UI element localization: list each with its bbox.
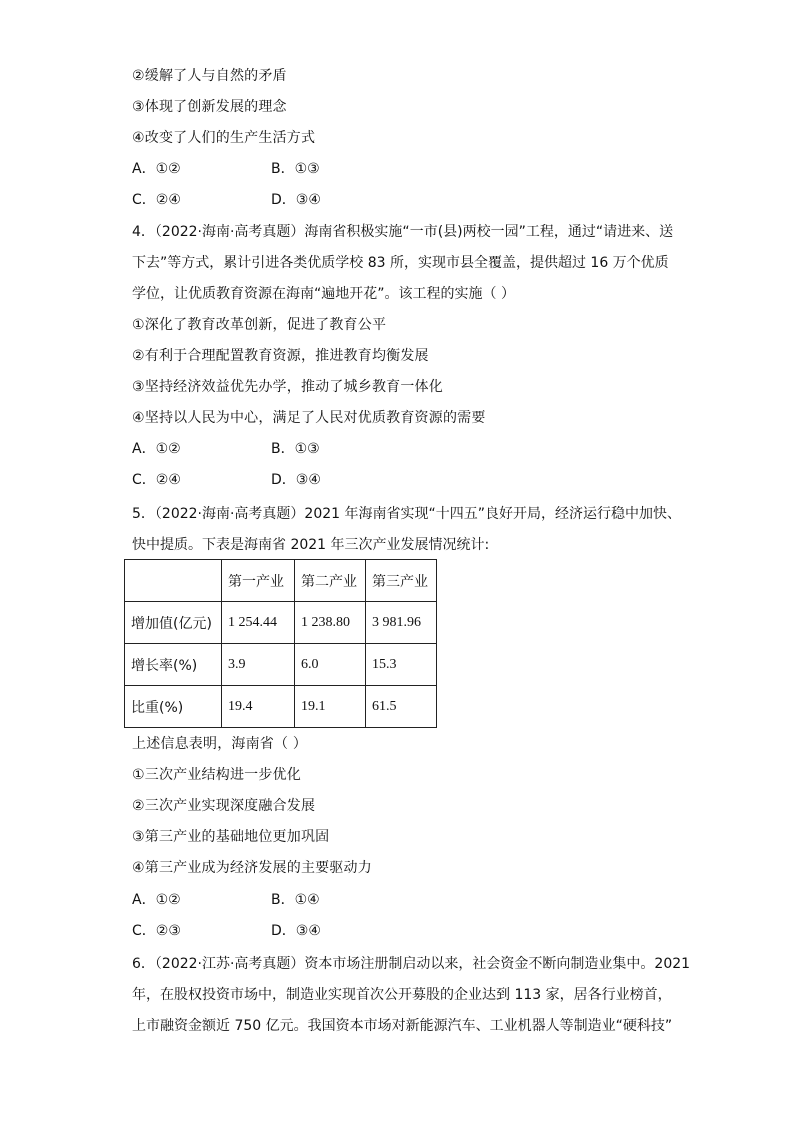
q5-statement-3: ③第三产业的基础地位更加巩固: [132, 829, 330, 845]
table-row-label: 增长率(%): [125, 644, 222, 686]
q3-statement-2: ②缓解了人与自然的矛盾: [132, 68, 287, 84]
q4-option-c: C．②④: [132, 472, 181, 488]
table-header-row: [125, 560, 437, 602]
table-cell: 1 254.44: [222, 602, 295, 644]
table-row-label: 增加值(亿元): [125, 602, 222, 644]
q4-stem-line-3: 学位，让优质教育资源在海南“遍地开花”。该工程的实施（ ）: [132, 286, 515, 302]
table-header-cell: 第三产业: [366, 560, 437, 602]
q3-option-d: D．③④: [271, 192, 321, 208]
q6-stem-line-3: 上市融资金额近 750 亿元。我国资本市场对新能源汽车、工业机器人等制造业“硬科技”: [132, 1018, 673, 1034]
table-header-cell: 第二产业: [295, 560, 366, 602]
q5-statement-2: ②三次产业实现深度融合发展: [132, 798, 316, 814]
q4-option-a: A．①②: [132, 441, 181, 457]
table-row: [125, 686, 437, 728]
q5-statement-4: ④第三产业成为经济发展的主要驱动力: [132, 860, 372, 876]
q6-stem-line-1: 6．（2022·江苏·高考真题）资本市场注册制启动以来，社会资金不断向制造业集中。2021: [132, 956, 691, 972]
q4-option-d: D．③④: [271, 472, 321, 488]
q3-option-b: B．①③: [271, 161, 320, 177]
q5-option-c: C．②③: [132, 923, 181, 939]
table-cell: 3.9: [222, 644, 295, 686]
q4-statement-3: ③坚持经济效益优先办学，推动了城乡教育一体化: [132, 379, 443, 395]
q5-option-d: D．③④: [271, 923, 321, 939]
table-row: [125, 644, 437, 686]
q4-option-b: B．①③: [271, 441, 320, 457]
q4-stem-line-2: 下去”等方式，累计引进各类优质学校 83 所，实现市县全覆盖，提供超过 16 万个优质: [132, 255, 669, 271]
q6-stem-line-2: 年，在股权投资市场中，制造业实现首次公开募股的企业达到 113 家，居各行业榜首，: [132, 987, 672, 1003]
table-row: [125, 602, 437, 644]
table-cell: 1 238.80: [295, 602, 366, 644]
q4-statement-1: ①深化了教育改革创新，促进了教育公平: [132, 317, 387, 333]
q4-statement-4: ④坚持以人民为中心，满足了人民对优质教育资源的需要: [132, 410, 486, 426]
q5-question-stem: 上述信息表明，海南省（ ）: [132, 736, 308, 752]
table-cell: 19.1: [295, 686, 366, 728]
q4-stem-line-1: 4．（2022·海南·高考真题）海南省积极实施“一市(县)两校一园”工程，通过“请进来、送: [132, 224, 674, 240]
q5-stem-line-2: 快中提质。下表是海南省 2021 年三次产业发展情况统计:: [132, 537, 490, 553]
table-cell: 15.3: [366, 644, 437, 686]
table-header-cell: [125, 560, 222, 602]
table-cell: 6.0: [295, 644, 366, 686]
q3-statement-4: ④改变了人们的生产生活方式: [132, 130, 316, 146]
table-row-label: 比重(%): [125, 686, 222, 728]
q3-option-a: A．①②: [132, 161, 181, 177]
q5-option-b: B．①④: [271, 892, 320, 908]
q3-option-c: C．②④: [132, 192, 181, 208]
q5-option-a: A．①②: [132, 892, 181, 908]
table-header-cell: 第一产业: [222, 560, 295, 602]
q5-statement-1: ①三次产业结构进一步优化: [132, 767, 301, 783]
q3-statement-3: ③体现了创新发展的理念: [132, 99, 287, 115]
q5-stem-line-1: 5．（2022·海南·高考真题）2021 年海南省实现“十四五”良好开局，经济运行稳中加快、: [132, 506, 682, 522]
q4-statement-2: ②有利于合理配置教育资源，推进教育均衡发展: [132, 348, 429, 364]
industry-statistics-table: [124, 559, 437, 728]
table-cell: 3 981.96: [366, 602, 437, 644]
table-cell: 19.4: [222, 686, 295, 728]
table-cell: 61.5: [366, 686, 437, 728]
